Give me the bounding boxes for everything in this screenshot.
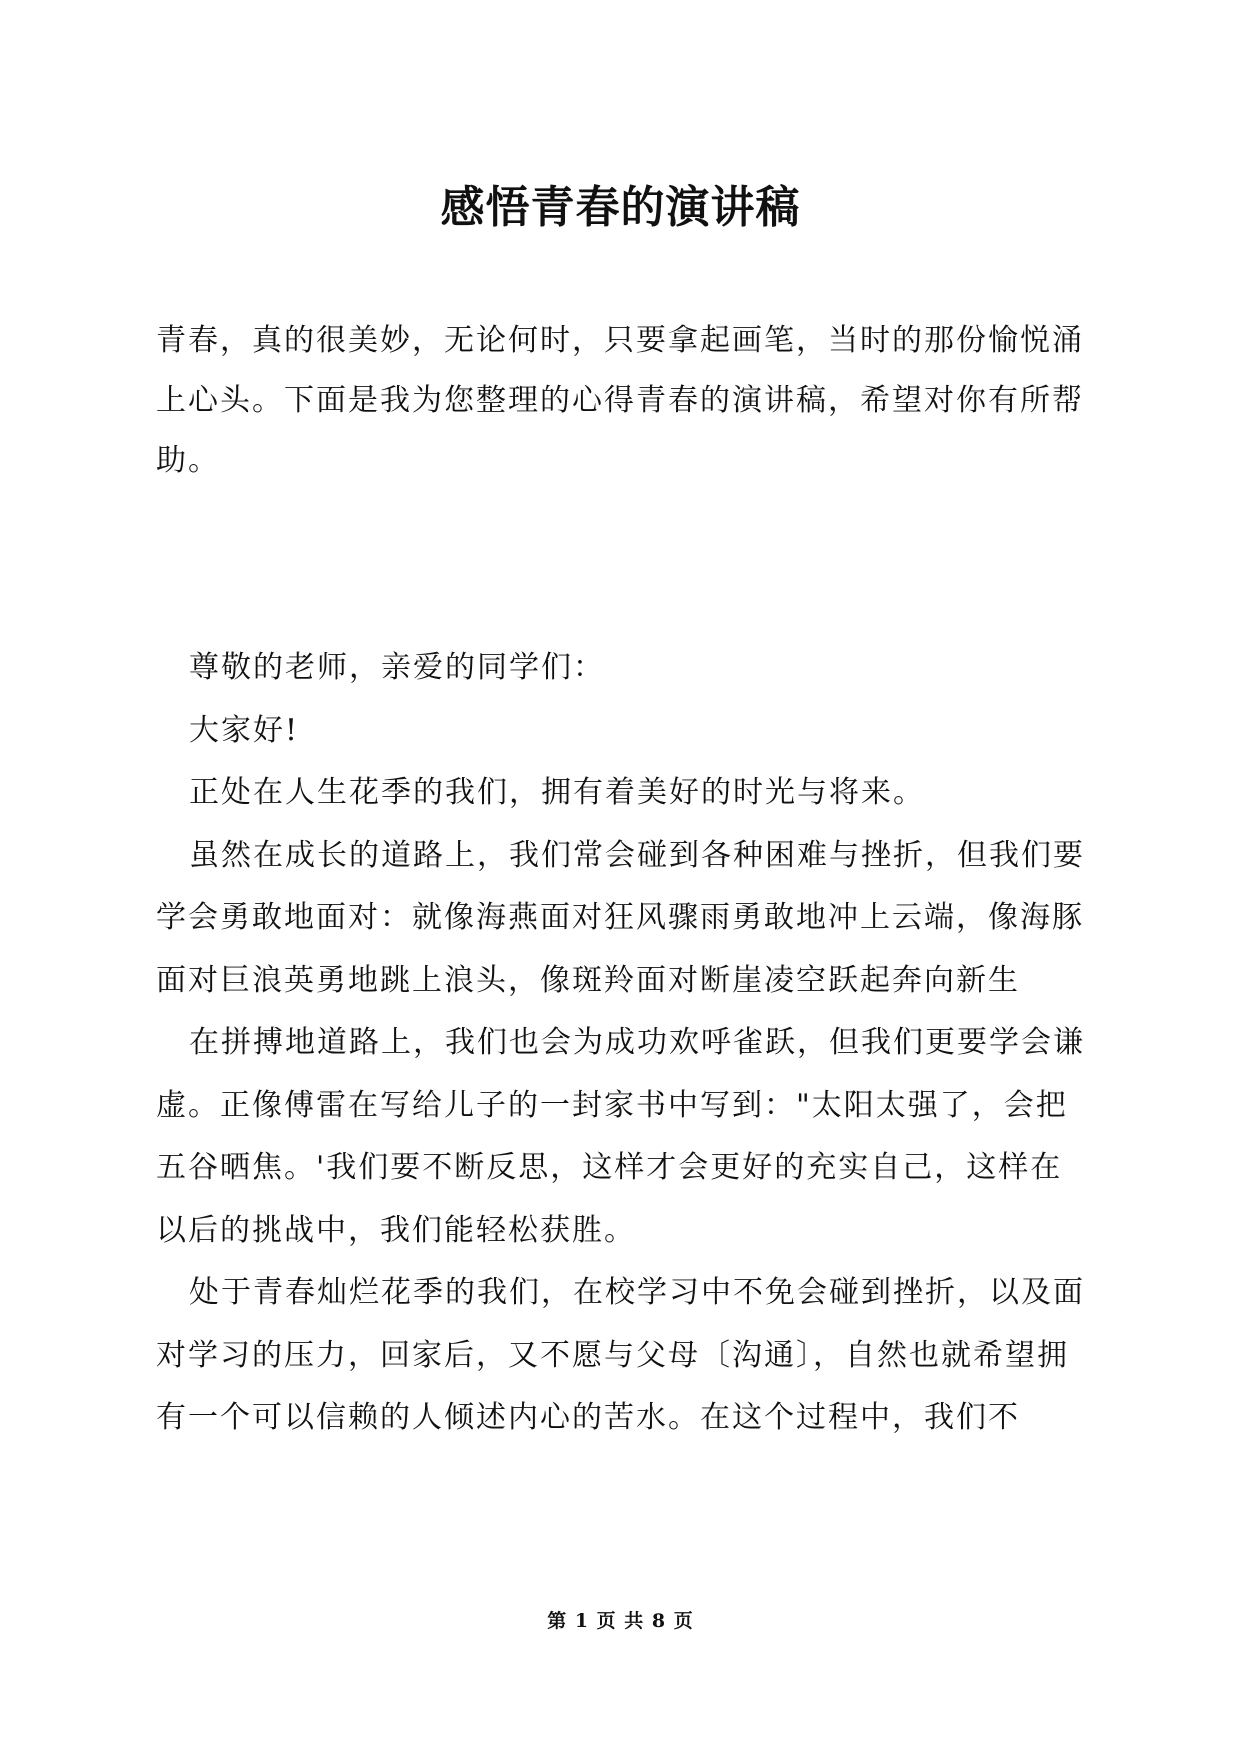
salutation: 尊敬的老师，亲爱的同学们：: [189, 650, 605, 685]
body-paragraph: 在拼搏地道路上，我们也会为成功欢呼雀跃，但我们更要学会谦虚。正像傅雷在写给儿子的一封家书中写到："太阳太强了，会把五谷晒焦。'我们要不断反思，这样才会更好的充实自己，这样在以后的挑战中，我们能轻松获胜。: [156, 1025, 1085, 1248]
body-paragraph: 正处在人生花季的我们，拥有着美好的时光与将来。: [189, 775, 925, 810]
body-paragraph: 虽然在成长的道路上，我们常会碰到各种困难与挫折，但我们要学会勇敢地面对：就像海燕面对狂风骤雨勇敢地冲上云端，像海豚面对巨浪英勇地跳上浪头，像斑羚面对断崖凌空跃起奔向新生: [156, 837, 1085, 998]
intro-paragraph: 青春，真的很美妙，无论何时，只要拿起画笔，当时的那份愉悦涌上心头。下面是我为您整理的心得青春的演讲稿，希望对你有所帮助。: [156, 323, 1084, 478]
speech-body: [156, 637, 1091, 1450]
greeting: 大家好!: [189, 712, 300, 748]
document-title: 感悟青春的演讲稿: [440, 182, 801, 233]
page-number-footer: 第 1 页 共 8 页: [547, 1610, 694, 1632]
body-paragraph: 处于青春灿烂花季的我们，在校学习中不免会碰到挫折，以及面对学习的压力，回家后，又不愿与父母〔沟通〕，自然也就希望拥有一个可以信赖的人倾述内心的苦水。在这个过程中，我们不: [156, 1275, 1085, 1435]
